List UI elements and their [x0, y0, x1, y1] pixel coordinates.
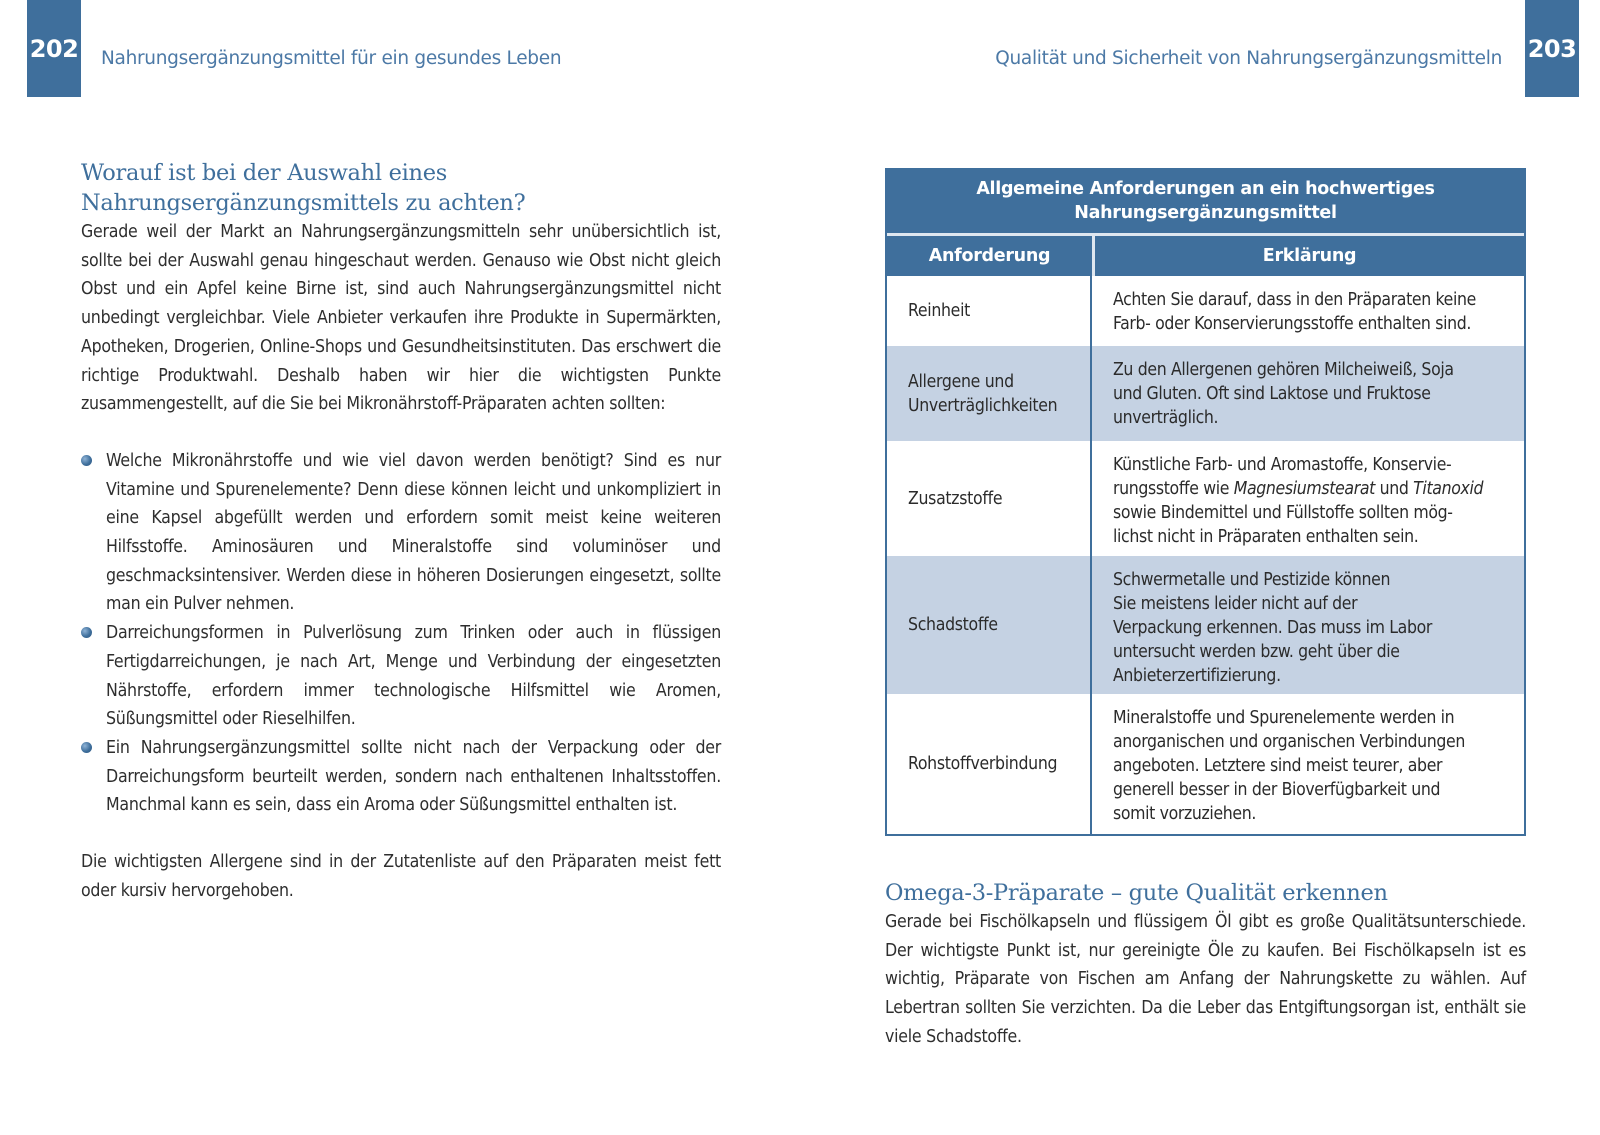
list-item	[81, 734, 721, 820]
left-page-content	[81, 158, 721, 905]
bullet-text: Ein Nahrungsergänzungsmittel sollte nicht nach der Verpackung oder der Darreichungsform beurteilt werden, sondern nach enthaltenen Inhaltsstoffen. Manchmal kann es sein, dass ein Aroma oder Süßungsmittel enthalten ist.	[106, 737, 721, 816]
heading-line-2: Nahrungsergänzungsmittels zu achten?	[81, 190, 526, 216]
explanation-line: anorganischen und organischen Verbindungen	[1113, 732, 1466, 752]
italic-term: Titanoxid	[1413, 479, 1484, 499]
column-header-requirement: Anforderung	[887, 236, 1095, 276]
table-row	[887, 556, 1524, 694]
explanation-line: Farb- oder Konservierungsstoffe enthalten sind.	[1113, 314, 1472, 334]
list-item	[81, 447, 721, 619]
requirement-text: Allergene und	[908, 371, 1014, 392]
bullet-icon	[81, 455, 92, 466]
requirement-cell	[887, 276, 1092, 346]
requirement-text: Unverträglichkeiten	[908, 395, 1058, 416]
omega3-section	[885, 878, 1526, 1052]
explanation-line: Schwermetalle und Pestizide können	[1113, 570, 1391, 590]
section-heading-omega3: Omega-3-Präparate – gute Qualität erkennen	[885, 880, 1388, 906]
requirement-cell	[887, 346, 1092, 441]
explanation-cell	[1092, 276, 1524, 346]
explanation-line: lichst nicht in Präparaten enthalten sein.	[1113, 527, 1419, 547]
bullet-icon	[81, 627, 92, 638]
requirement-text: Schadstoffe	[908, 615, 998, 635]
explanation-line: Sie meistens leider nicht auf der	[1113, 594, 1358, 614]
table-title	[887, 170, 1524, 236]
explanation-line: Künstliche Farb- und Aromastoffe, Konservie-	[1113, 455, 1452, 475]
heading-line-1: Worauf ist bei der Auswahl eines	[81, 160, 447, 186]
explanation-cell	[1092, 694, 1524, 834]
explanation-line: und Gluten. Oft sind Laktose und Fruktose	[1113, 384, 1431, 404]
requirement-cell	[887, 694, 1092, 834]
left-page-number: 202	[27, 0, 81, 97]
explanation-line: Mineralstoffe und Spurenelemente werden in	[1113, 708, 1455, 728]
explanation-cell	[1092, 441, 1524, 556]
requirement-text: Zusatzstoffe	[908, 488, 1003, 509]
requirement-cell	[887, 556, 1092, 694]
table-row	[887, 441, 1524, 556]
explanation-line: unverträglich.	[1113, 408, 1219, 428]
explanation-line: Anbieterzertifizierung.	[1113, 666, 1281, 686]
right-page-number: 203	[1525, 0, 1579, 97]
bullet-icon	[81, 742, 92, 753]
requirements-table	[885, 168, 1526, 836]
explanation-line: untersucht werden bzw. geht über die	[1113, 642, 1400, 662]
requirement-text: Reinheit	[908, 301, 971, 321]
explanation-line: angeboten. Letztere sind meist teurer, aber	[1113, 756, 1443, 776]
right-running-title: Qualität und Sicherheit von Nahrungsergänzungsmitteln	[995, 48, 1502, 69]
closing-paragraph: Die wichtigsten Allergene sind in der Zutatenliste auf den Präparaten meist fett oder kursiv hervorgehoben.	[81, 852, 721, 901]
table-title-line-1: Allgemeine Anforderungen an ein hochwertiges	[976, 179, 1435, 199]
bullet-list	[81, 447, 721, 820]
explanation-line: Achten Sie darauf, dass in den Präparaten keine	[1113, 290, 1477, 310]
explanation-line: sowie Bindemittel und Füllstoffe sollten mög-	[1113, 503, 1453, 523]
explanation-cell	[1092, 556, 1524, 694]
list-item	[81, 619, 721, 734]
explanation-line: generell besser in der Bioverfügbarkeit und	[1113, 780, 1441, 800]
explanation-line: Verpackung erkennen. Das muss im Labor	[1113, 618, 1432, 638]
bullet-text: Welche Mikronährstoffe und wie viel davon werden benötigt? Sind es nur Vitamine und Spurenelemente? Denn diese können leicht und unkompliziert in eine Kapsel abgefüllt werden und erfordern somit meist keine weiteren Hilfsstoffe. Aminosäuren und Mineralstoffe sind voluminöser und geschmacksintensiver. Werden diese in höheren Dosierungen eingesetzt, sollte man ein Pulver nehmen.	[106, 450, 721, 615]
explanation-line: somit vorzuziehen.	[1113, 804, 1257, 824]
bullet-text: Darreichungsformen in Pulverlösung zum Trinken oder auch in flüssigen Fertigdarreichungen, je nach Art, Menge und Verbindung der eingesetzten Nährstoffe, erfordern immer technologische Hilfsmittel wie Aromen, Süßungsmittel oder Rieselhilfen.	[106, 623, 721, 730]
table-title-line-2: Nahrungsergänzungsmittel	[1074, 203, 1337, 223]
requirement-text: Rohstoffverbindung	[908, 754, 1058, 774]
italic-term: Magnesiumstearat	[1233, 479, 1375, 499]
table-row	[887, 346, 1524, 441]
table-row	[887, 694, 1524, 834]
left-running-title: Nahrungsergänzungsmittel für ein gesundes Leben	[101, 48, 562, 69]
explanation-line: Zu den Allergenen gehören Milcheiweiß, Soja	[1113, 360, 1454, 380]
table-header-row	[887, 236, 1524, 276]
column-header-explanation: Erklärung	[1262, 246, 1357, 266]
section-heading-selection	[81, 158, 721, 218]
intro-paragraph: Gerade weil der Markt an Nahrungsergänzungsmitteln sehr unübersichtlich ist, sollte bei der Auswahl genau hingeschaut werden. Genauso wie Obst nicht gleich Obst und ein Apfel keine Birne ist, sind auch Nahrungsergänzungsmittel nicht unbedingt vergleichbar. Viele Anbieter verkaufen ihre Produkte in Supermärkten, Apotheken, Drogerien, Online-Shops und Gesundheitsinstituten. Das erschwert die richtige Produktwahl. Deshalb haben wir hier die wichtigsten Punkte zusammengestellt, auf die Sie bei Mikronährstoff-Präparaten achten sollten:	[81, 222, 721, 415]
requirement-cell	[887, 441, 1092, 556]
explanation-cell	[1092, 346, 1524, 441]
explanation-line: rungsstoffe wie Magnesiumstearat und Titanoxid	[1113, 479, 1484, 499]
table-row	[887, 276, 1524, 346]
omega3-paragraph: Gerade bei Fischölkapseln und flüssigem Öl gibt es große Qualitätsunterschiede. Der wichtigste Punkt ist, nur gereinigte Öle zu kaufen. Bei Fischölkapseln ist es wichtig, Präparate von Fischen am Anfang der Nahrungskette zu wählen. Auf Lebertran sollten Sie verzichten. Da die Leber das Entgiftungsorgan ist, enthält sie viele Schadstoffe.	[885, 912, 1526, 1047]
